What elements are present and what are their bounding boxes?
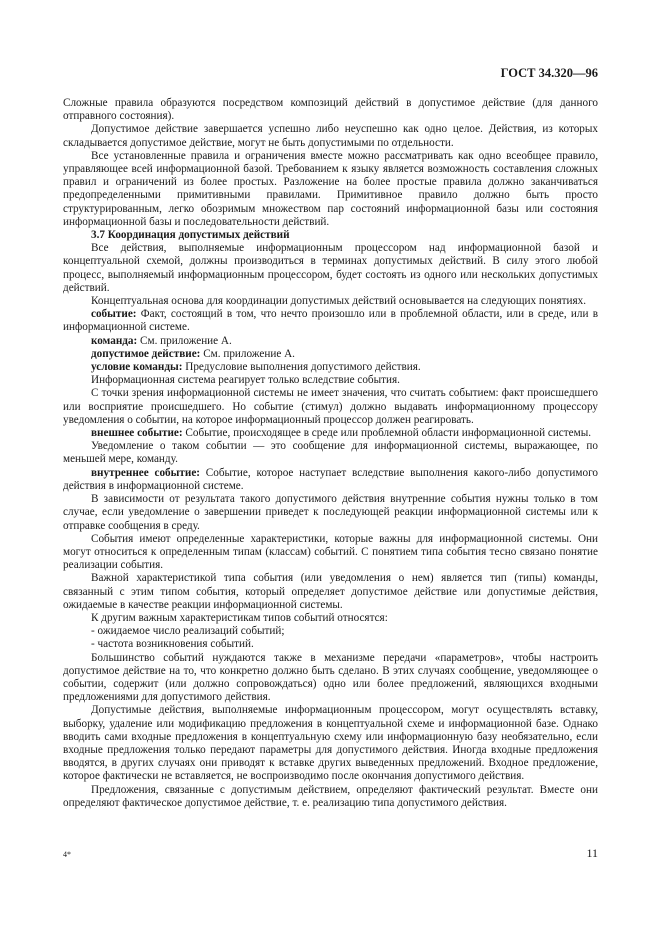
definition-term: событие: [91, 308, 137, 321]
standard-header: ГОСТ 34.320—96 [500, 66, 598, 80]
definition-term: команда: [91, 334, 138, 347]
paragraph: Большинство событий нуждаются также в механизме передачи «параметров», чтобы настроить допустимое действие на то, что конкретно должно быть сделано. В этих случаях сообщение, уведомляющее о событии, содержит (или должно сопровождаться) одно или более предложений, являющихся входными предложениями для допустимого действия. [63, 651, 598, 704]
definition-term: внешнее событие: [91, 427, 183, 440]
paragraph: Допустимые действия, выполняемые информационным процессором, могут осуществлять вставку, выборку, удаление или модификацию предложения в концептуальной схеме и информационной базе. Однако вводить сами входные предложения в концептуальную схему или информационную базу необязательно, если входные предложения только передают параметры для допустимого действия. Иногда входные предложения вводятся, в других случаях они приводят к вставке других выведенных предложений. Входное предложение, которое фактически не вставляется, не воспроизводимо после окончания допустимого действия. [63, 704, 598, 783]
definition-text: Событие, происходящее в среде или проблемной области информационной системы. [182, 427, 592, 440]
list-item: - ожидаемое число реализаций событий; [91, 625, 285, 638]
definition [63, 335, 598, 348]
definition-text: Факт, состоящий в том, что нечто произошло или в проблемной области, или в среде, или в информационной системе. [63, 308, 598, 334]
page-number: 11 [586, 846, 598, 860]
paragraph: В зависимости от результата такого допустимого действия внутренние события нужны только в том случае, если уведомление о завершении приведет к последующей реакции информационной системы или к отправке сообщения в среду. [63, 493, 598, 532]
section-heading: 3.7 Координация допустимых действий [91, 229, 290, 242]
definition-term: внутреннее событие: [91, 466, 201, 479]
definition-text: Предусловие выполнения допустимого действия. [182, 361, 421, 374]
paragraph: Концептуальная основа для координации допустимых действий основывается на следующих понятиях. [91, 295, 587, 308]
paragraph: Предложения, связанные с допустимым действием, определяют фактический результат. Вместе они определяют фактическое допустимое действие, т. е. реализацию типа допустимого действия. [63, 783, 598, 809]
paragraph: Сложные правила образуются посредством композиций действий в допустимое действие (для данного отправного состояния). [63, 97, 598, 123]
paragraph: Все действия, выполняемые информационным процессором над информационной базой и концептуальной схемой, должны производиться в терминах допустимых действий. В силу этого любой процесс, выполняемый информационным процессором, будет состоять из одного или нескольких допустимых действий. [63, 242, 598, 294]
sheet-mark: 4* [63, 850, 71, 859]
definition-term: допустимое действие: [91, 347, 201, 360]
definition-text: См. приложение А. [137, 334, 232, 347]
definition [63, 427, 598, 440]
paragraph: С точки зрения информационной системы не имеет значения, что считать событием: факт происшедшего или восприятие происшедшего. Но событие (стимул) должно выдавать информационному процессору уведомления о событии, на которое информационный процессор должен реагировать. [63, 387, 598, 426]
definition-text: См. приложение А. [200, 347, 295, 360]
body-text [63, 97, 598, 810]
paragraph: Информационная система реагирует только вследствие события. [91, 374, 400, 387]
paragraph: Уведомление о таком событии — это сообщение для информационной системы, выражающее, по меньшей мере, команду. [63, 440, 598, 466]
paragraph: Важной характеристикой типа события (или уведомления о нем) является тип (типы) команды, связанный с этим типом события, который определяет допустимое действие или допустимые действия, ожидаемые в качестве реакции информационной системы. [63, 572, 598, 611]
definition [63, 308, 598, 334]
definition [63, 467, 598, 493]
definition-term: условие команды: [91, 361, 183, 374]
paragraph: Допустимое действие завершается успешно либо неуспешно как одно целое. Действия, из которых складывается допустимое действие, могут не быть допустимыми по отдельности. [63, 123, 598, 149]
list-item: - частота возникновения событий. [91, 638, 254, 651]
definition [63, 348, 598, 361]
paragraph: События имеют определенные характеристики, которые важны для информационной системы. Они могут относиться к определенным типам (классам) событий. С понятием типа события тесно связано понятие реализации события. [63, 532, 598, 572]
definition [63, 361, 598, 374]
definition-text: Событие, которое наступает вследствие выполнения какого-либо допустимого действия в информационной системе. [63, 466, 598, 492]
paragraph: Все установленные правила и ограничения вместе можно рассматривать как одно всеобщее правило, управляющее всей информационной базой. Требованием к языку является возможность составления сложных правил и ограничений из более простых. Разложение на более простые правила должно заканчиваться предопределенными примитивными правилами. Примитивное правило должно быть просто структурированным, легко обозримым множеством пар состояний информационной базы или состояния информационной базы и последовательности действий. [63, 149, 598, 228]
paragraph: К другим важным характеристикам типов событий относятся: [91, 611, 388, 624]
